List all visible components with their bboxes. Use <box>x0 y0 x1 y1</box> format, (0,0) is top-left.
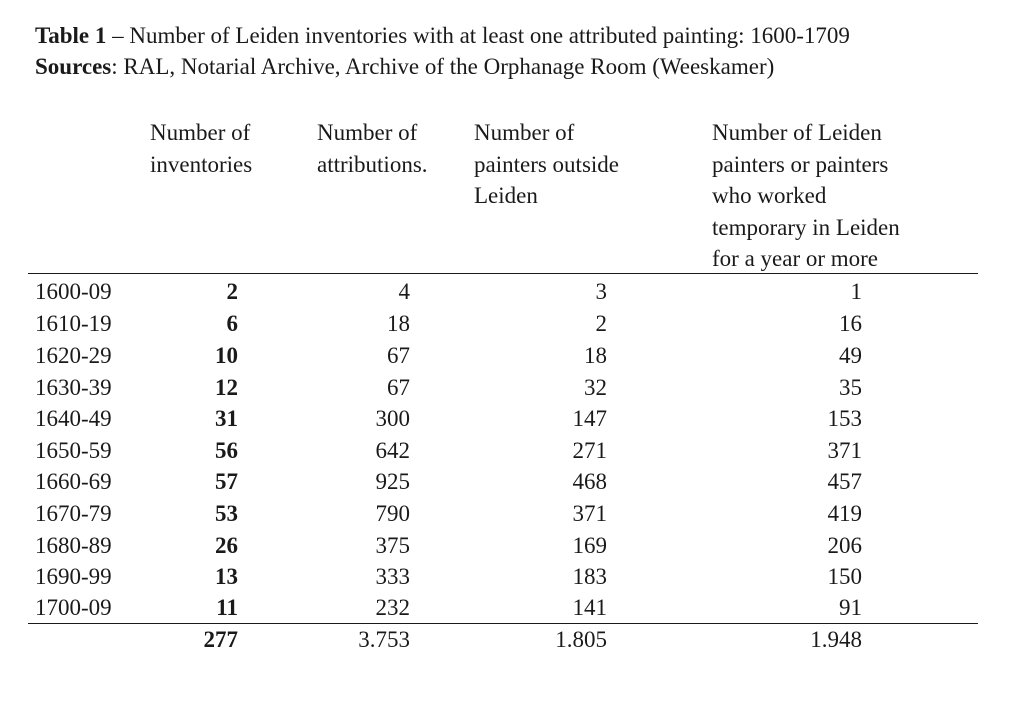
cell-outside: 468 <box>572 469 607 494</box>
header-line: painters outside <box>474 151 619 177</box>
cell-leiden: 16 <box>839 311 862 336</box>
table-row <box>0 276 1024 308</box>
cell-outside: 141 <box>572 595 607 620</box>
total-outside: 1.805 <box>555 627 607 652</box>
cell-attributions: 18 <box>387 311 410 336</box>
header-line: inventories <box>150 151 253 177</box>
caption-title-label: Table 1 <box>35 23 107 48</box>
caption-sources-text: : RAL, Notarial Archive, Archive of the Orphanage Room (Weeskamer) <box>111 54 775 79</box>
table-row <box>0 530 1024 562</box>
cell-inventories: 2 <box>226 279 238 304</box>
cell-leiden: 91 <box>839 595 862 620</box>
cell-attributions: 67 <box>387 343 410 368</box>
header-rule <box>28 273 978 274</box>
cell-period: 1670-79 <box>35 501 112 526</box>
cell-period: 1630-39 <box>35 375 112 400</box>
cell-outside: 2 <box>595 311 607 336</box>
cell-inventories: 26 <box>215 533 238 558</box>
cell-outside: 18 <box>584 343 607 368</box>
cell-leiden: 150 <box>827 564 862 589</box>
header-attributions <box>317 117 428 180</box>
header-line: temporary in Leiden <box>712 214 900 240</box>
cell-leiden: 206 <box>827 533 862 558</box>
table-row <box>0 308 1024 340</box>
cell-attributions: 333 <box>375 564 410 589</box>
cell-period: 1640-49 <box>35 406 112 431</box>
cell-period: 1620-29 <box>35 343 112 368</box>
cell-period: 1610-19 <box>35 311 112 336</box>
cell-leiden: 153 <box>827 406 862 431</box>
cell-inventories: 31 <box>215 406 238 431</box>
table-row <box>0 340 1024 372</box>
cell-attributions: 300 <box>375 406 410 431</box>
header-inventories <box>150 117 252 180</box>
cell-inventories: 12 <box>215 375 238 400</box>
cell-attributions: 375 <box>375 533 410 558</box>
cell-inventories: 11 <box>216 595 238 620</box>
cell-attributions: 642 <box>375 438 410 463</box>
cell-leiden: 35 <box>839 375 862 400</box>
cell-outside: 271 <box>572 438 607 463</box>
header-line: for a year or more <box>712 246 879 271</box>
cell-inventories: 6 <box>226 311 238 336</box>
table-row <box>0 466 1024 498</box>
cell-attributions: 4 <box>398 279 410 304</box>
cell-leiden: 49 <box>839 343 862 368</box>
cell-period: 1680-89 <box>35 533 112 558</box>
totals-row <box>0 624 1024 656</box>
header-line: Number of Leiden <box>712 120 882 145</box>
cell-period: 1650-59 <box>35 438 112 463</box>
cell-attributions: 232 <box>375 595 410 620</box>
total-inventories: 277 <box>203 627 238 652</box>
header-leiden-painters <box>712 117 900 275</box>
cell-outside: 32 <box>584 375 607 400</box>
cell-outside: 147 <box>572 406 607 431</box>
header-line: Number of <box>474 120 575 145</box>
caption-sources-label: Sources <box>35 54 112 79</box>
cell-outside: 3 <box>595 279 607 304</box>
header-line: painters or painters <box>712 151 889 177</box>
table-caption <box>35 20 850 82</box>
total-leiden: 1.948 <box>810 627 862 652</box>
caption-title-text: – Number of Leiden inventories with at least one attributed painting: 1600-1709 <box>106 23 850 48</box>
header-line: Number of <box>317 120 418 145</box>
cell-leiden: 371 <box>827 438 862 463</box>
cell-outside: 169 <box>572 533 607 558</box>
table-row <box>0 561 1024 593</box>
cell-outside: 371 <box>572 501 607 526</box>
header-line: Leiden <box>474 183 538 208</box>
cell-period: 1600-09 <box>35 279 112 304</box>
cell-inventories: 10 <box>215 343 238 368</box>
header-painters-outside <box>474 117 619 212</box>
cell-attributions: 67 <box>387 375 410 400</box>
header-line: Number of <box>150 120 251 145</box>
header-line: who worked <box>712 183 827 208</box>
caption-title-line <box>35 20 850 51</box>
cell-leiden: 457 <box>827 469 862 494</box>
cell-attributions: 790 <box>375 501 410 526</box>
table-row <box>0 498 1024 530</box>
table-row <box>0 403 1024 435</box>
table-row <box>0 435 1024 467</box>
cell-period: 1690-99 <box>35 564 112 589</box>
cell-leiden: 1 <box>850 279 862 304</box>
table-row <box>0 592 1024 624</box>
cell-attributions: 925 <box>375 469 410 494</box>
header-line: attributions. <box>317 151 428 177</box>
table-row <box>0 372 1024 404</box>
cell-inventories: 53 <box>215 501 238 526</box>
cell-outside: 183 <box>572 564 607 589</box>
cell-inventories: 57 <box>215 469 238 494</box>
cell-period: 1700-09 <box>35 595 112 620</box>
total-attributions: 3.753 <box>358 627 410 652</box>
cell-inventories: 56 <box>215 438 238 463</box>
cell-inventories: 13 <box>215 564 238 589</box>
cell-leiden: 419 <box>827 501 862 526</box>
cell-period: 1660-69 <box>35 469 112 494</box>
caption-sources-line <box>35 51 850 82</box>
